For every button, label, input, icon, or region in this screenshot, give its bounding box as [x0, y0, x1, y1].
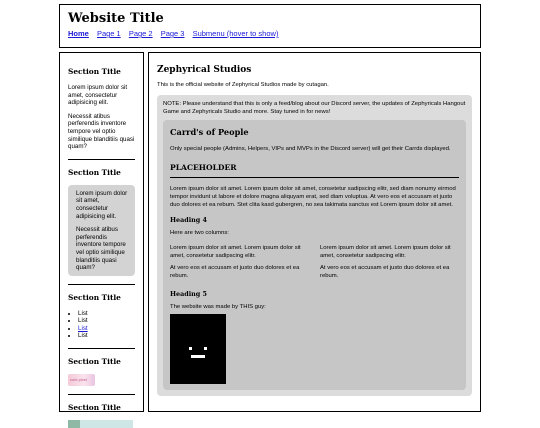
sidebar-text: Necessit atibus perferendis inventore tempore vel optio similique blanditiis quasi quam? — [76, 226, 126, 272]
sidebar-section-title: Section Title — [68, 292, 121, 302]
divider — [170, 177, 459, 178]
sidebar-text: Lorem ipsum dolor sit amet, consectetur adipisicing elit. — [68, 84, 128, 107]
made-by-text: The website was made by THIS guy: — [170, 304, 266, 310]
page-title: Zephyrical Studios — [157, 65, 252, 75]
sidebar-section-title: Section Title — [68, 357, 121, 367]
sidebar-section-title: Section Title — [68, 403, 121, 413]
nav-page-2[interactable]: Page 2 — [128, 29, 153, 38]
placeholder-heading: PLACEHOLDER — [170, 163, 237, 172]
note-box — [157, 95, 472, 396]
list-link[interactable]: List — [78, 324, 88, 332]
card-description: Only special people (Admins, Helpers, VIPs and MVPs in the Discord server) will get their Carrds displayed. — [170, 146, 451, 152]
robot-eye — [189, 347, 192, 350]
robot-eye — [204, 347, 207, 350]
column-text: Lorem ipsum dolor sit amet. Lorem ipsum dolor sit amet, consetetur sadipscing elitr. — [170, 245, 301, 259]
sticker-image: cute pixel — [68, 374, 95, 386]
sidebar[interactable] — [59, 52, 144, 412]
column-text: Lorem ipsum dolor sit amet. Lorem ipsum dolor sit amet, consetetur sadipscing elitr. — [320, 245, 451, 259]
columns-intro: Here are two columns: — [170, 230, 229, 236]
robot-avatar-image — [170, 314, 226, 384]
main-content[interactable] — [148, 52, 481, 412]
robot-mouth — [191, 355, 205, 358]
nav-page-3[interactable]: Page 3 — [160, 29, 185, 38]
nav-submenu[interactable]: Submenu (hover to show) — [192, 29, 279, 38]
card-title: Carrd's of People — [170, 127, 249, 137]
carrd-card — [163, 120, 466, 390]
nav-home[interactable]: Home — [68, 29, 89, 38]
nav-page-1[interactable]: Page 1 — [96, 29, 121, 38]
site-title: Website Title — [68, 11, 164, 26]
sidebar-box — [68, 185, 135, 276]
thumbnail-image — [68, 420, 133, 428]
sidebar-text: Necessit atibus perferendis inventore tempore vel optio similique blanditiis quasi quam? — [68, 112, 135, 151]
heading-5: Heading 5 — [170, 290, 207, 298]
site-header — [59, 4, 481, 48]
lorem-paragraph: Lorem ipsum dolor sit amet. Lorem ipsum dolor sit amet, consetetur sadipscing elitr, sed diam nonumy eirmod tempor invidunt ut labore et dolore magna aliquyam erat, sed diam voluptua. At vero eos et accusam et justo duo dolores et ea rebum. Stet clita kasd gubergren, no sea takimata sanctus est Lorem ipsum dolor sit amet. — [170, 186, 456, 208]
list-item: • List — [78, 332, 135, 340]
divider — [68, 284, 135, 285]
list-item: • List — [78, 310, 135, 318]
heading-4: Heading 4 — [170, 216, 207, 224]
divider — [68, 348, 135, 349]
sidebar-section-title: Section Title — [68, 67, 121, 76]
column-text: At vero eos et accusam et justo duo dolores et ea rebum. — [170, 265, 300, 279]
main-nav — [68, 29, 472, 38]
column-right — [320, 244, 459, 284]
sidebar-section-title: Section Title — [68, 167, 121, 177]
two-columns — [170, 244, 459, 284]
column-text: At vero eos et accusam et justo duo dolores et ea rebum. — [320, 265, 450, 279]
list-item: • List — [78, 317, 135, 325]
note-text: NOTE: Please understand that this is only a feed/blog about our Discord server, the updates of Zephyricals Hangout Game and Zephyricals Studio and more. Stay tuned in for news! — [163, 101, 466, 115]
sidebar-list — [68, 310, 135, 340]
divider — [68, 159, 135, 160]
divider — [68, 394, 135, 395]
sidebar-text: Lorem ipsum dolor sit amet, consectetur adipisicing elit. — [76, 189, 128, 220]
column-left — [170, 244, 309, 284]
intro-text: This is the official website of Zephyrical Studios made by cutagan. — [157, 82, 329, 88]
list-item — [78, 325, 135, 333]
